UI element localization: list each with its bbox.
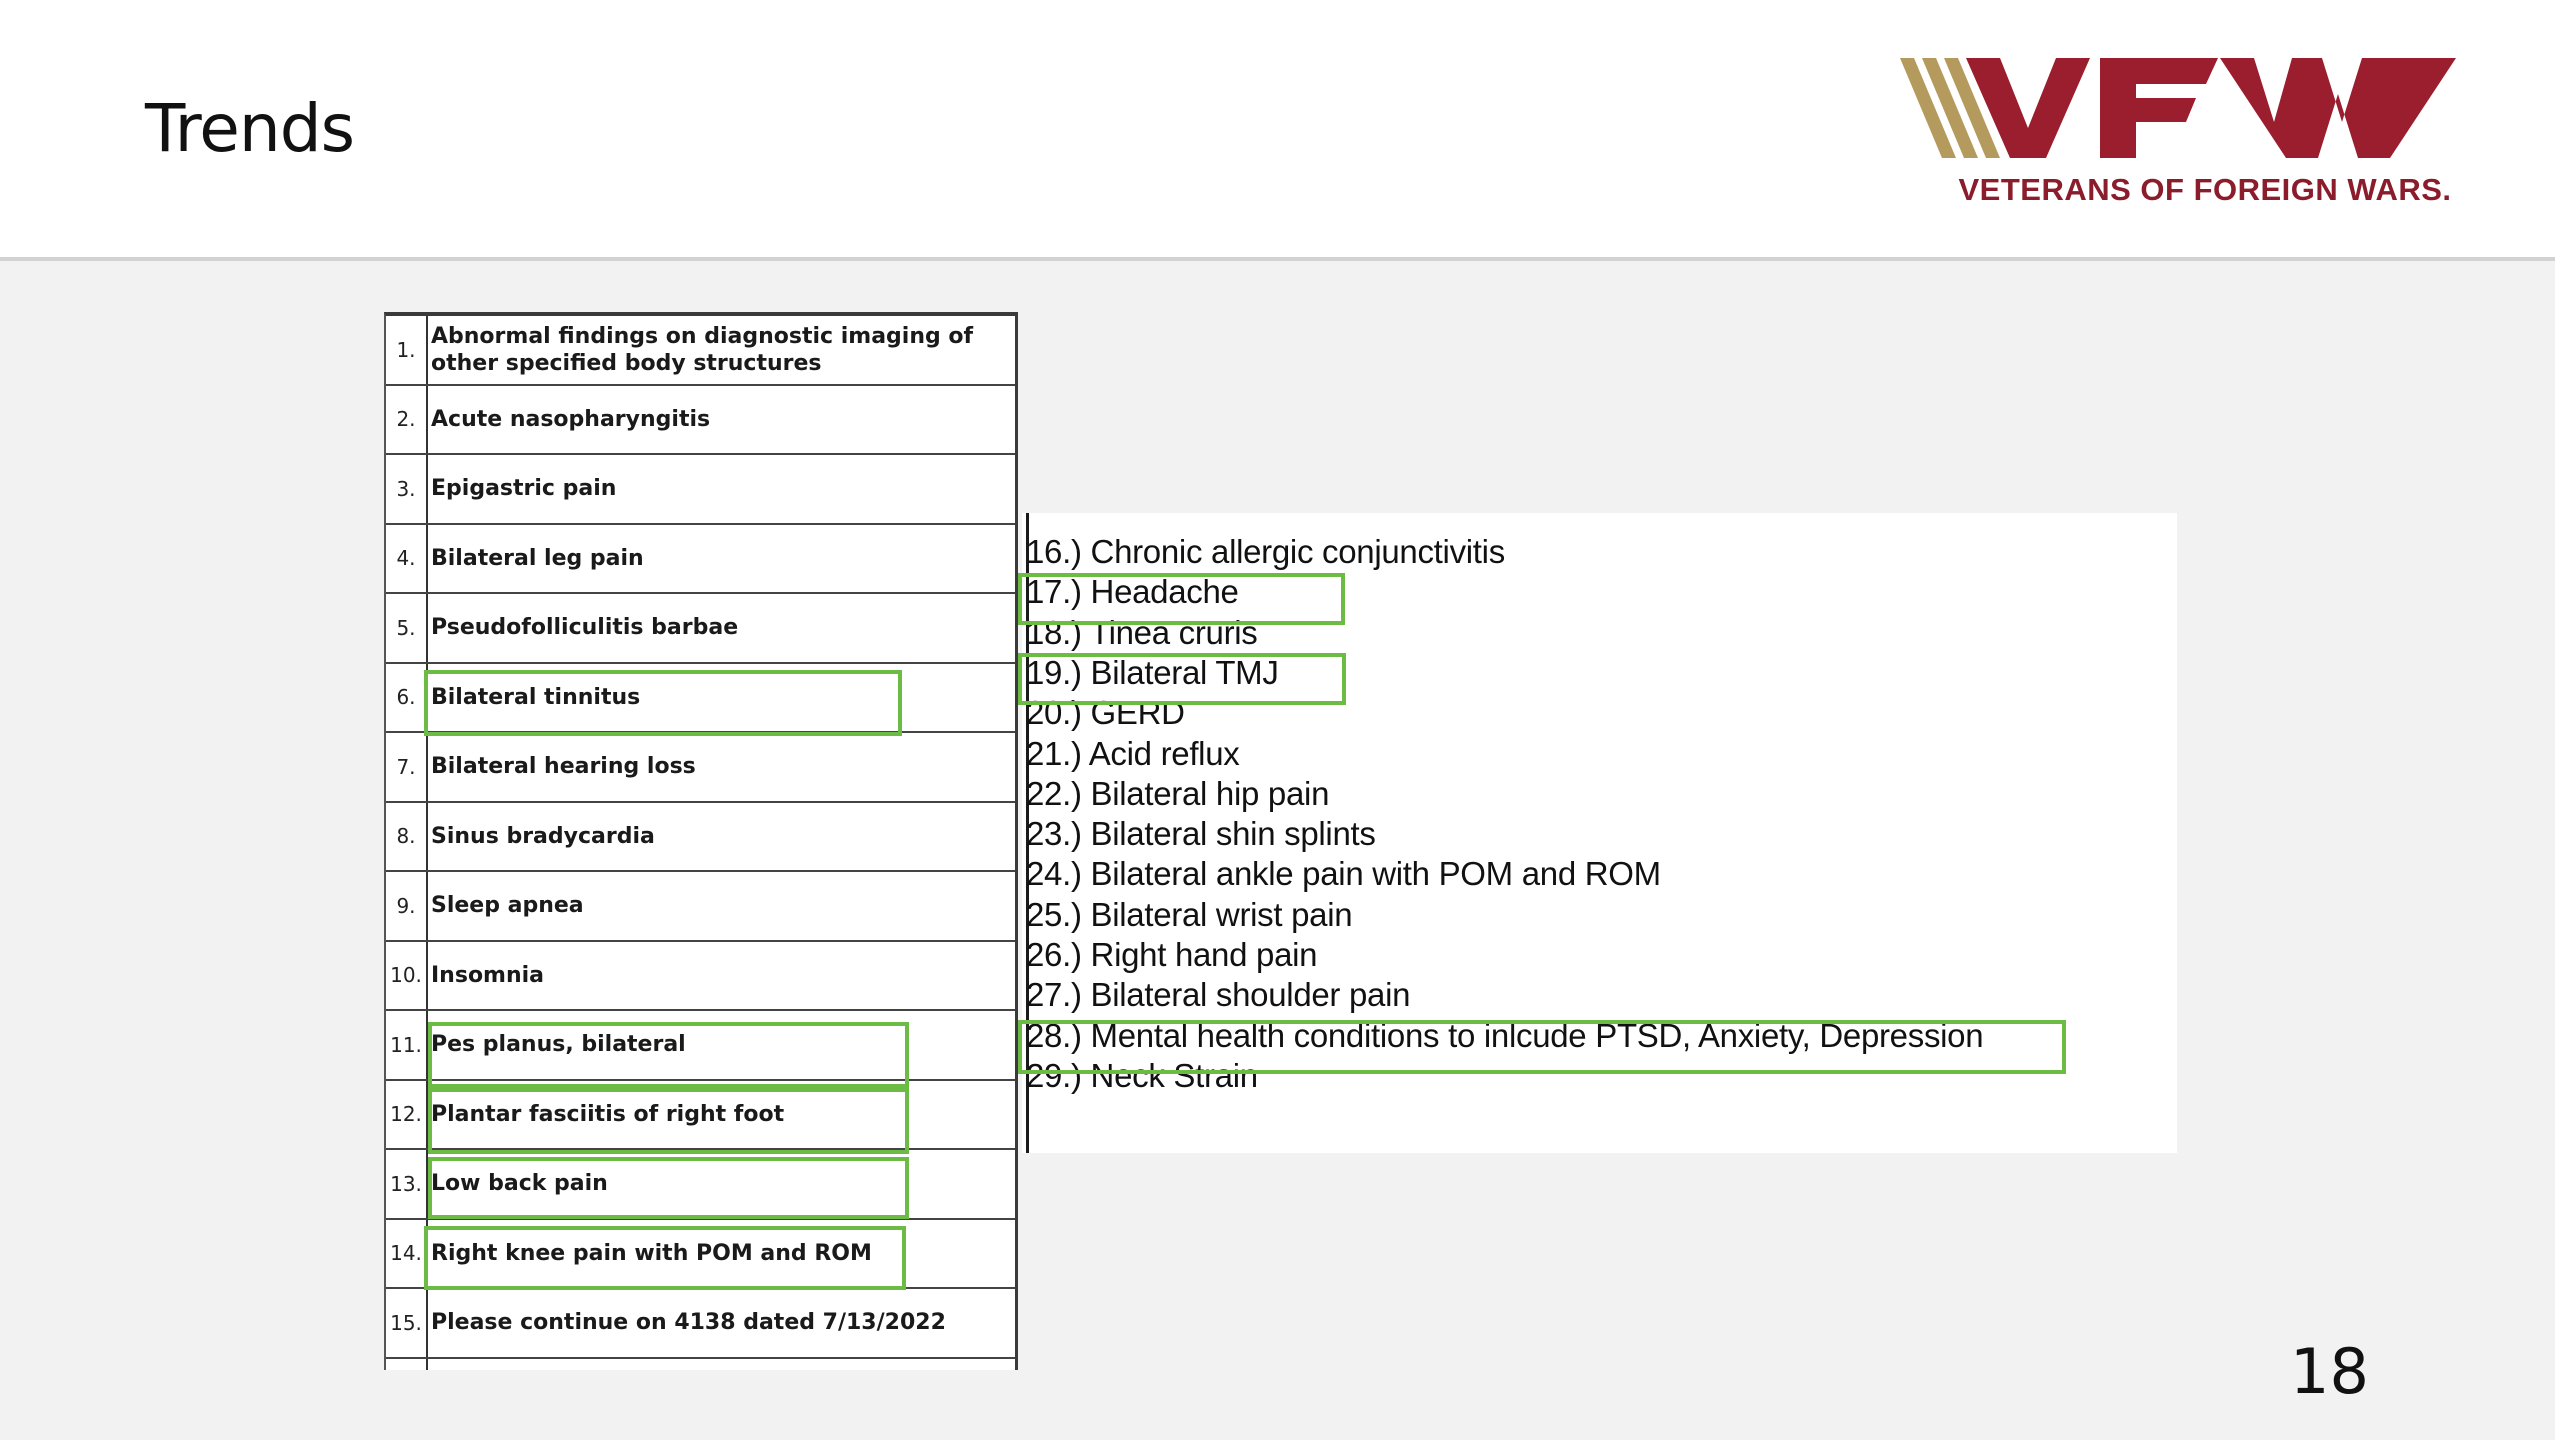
row-text: Epigastric pain	[431, 476, 617, 502]
row-number: 6.	[396, 685, 416, 710]
row-text: Pseudofolliculitis barbae	[431, 615, 739, 641]
row-text: Low back pain	[431, 1171, 608, 1197]
row-text: Acute nasopharyngitis	[431, 406, 711, 432]
table-row	[386, 525, 1015, 595]
highlight-box-row-14	[424, 1226, 906, 1290]
slide-edge	[2555, 0, 2560, 1440]
row-text: Bilateral leg pain	[431, 545, 644, 571]
row-text: Sinus bradycardia	[431, 823, 655, 849]
list-item: 18.) Tinea cruris	[1026, 613, 1258, 651]
list-item: 28.) Mental health conditions to inlcude PTSD, Anxiety, Depression	[1026, 1016, 1984, 1054]
list-item: 22.) Bilateral hip pain	[1026, 774, 1330, 812]
row-text: Please continue on 4138 dated 7/13/2022	[431, 1310, 946, 1336]
row-number: 3.	[396, 476, 416, 501]
table-row	[386, 733, 1015, 803]
row-number: 5.	[396, 615, 416, 640]
list-item: 16.) Chronic allergic conjunctivitis	[1026, 533, 1505, 570]
table-row	[386, 803, 1015, 873]
row-text: Plantar fasciitis of right foot	[431, 1101, 785, 1127]
row-number: 14.	[390, 1241, 422, 1266]
table-row	[386, 386, 1015, 456]
list-item: 25.) Bilateral wrist pain	[1026, 895, 1353, 933]
row-text: Bilateral hearing loss	[431, 754, 696, 780]
list-item: 24.) Bilateral ankle pain with POM and ROM	[1026, 855, 1661, 893]
list-item: 29.) Neck Strain	[1026, 1056, 1258, 1094]
list-item: 19.) Bilateral TMJ	[1026, 653, 1279, 691]
slide-header	[0, 0, 2560, 258]
list-item: 21.) Acid reflux	[1026, 734, 1240, 772]
highlight-box-item-19	[1018, 653, 1346, 705]
list-item: 23.) Bilateral shin splints	[1026, 815, 1376, 853]
vfw-logo-mark	[1900, 54, 2460, 164]
row-text: Bilateral tinnitus	[431, 684, 641, 710]
highlight-box-row-13	[428, 1157, 909, 1219]
row-number: 4.	[396, 546, 416, 571]
highlight-box-row-12	[428, 1088, 909, 1154]
table-row	[386, 455, 1015, 525]
row-number: 12.	[390, 1102, 422, 1127]
highlight-box-row-11	[428, 1022, 909, 1088]
row-number: 7.	[396, 754, 416, 779]
table-row	[386, 316, 1015, 386]
row-number: 15.	[390, 1310, 422, 1335]
row-number: 9.	[396, 893, 416, 918]
page-number: 18	[2290, 1335, 2369, 1408]
row-text: Insomnia	[431, 962, 545, 988]
row-number: 10.	[390, 963, 422, 988]
highlight-box-item-28	[1018, 1020, 2066, 1074]
list-item: 26.) Right hand pain	[1026, 936, 1318, 973]
row-text: Abnormal findings on diagnostic imaging of other specified body structures	[431, 323, 974, 376]
highlight-box-row-6	[424, 670, 902, 736]
list-item: 27.) Bilateral shoulder pain	[1026, 976, 1411, 1014]
table-row	[386, 594, 1015, 664]
row-text: Sleep apnea	[431, 893, 584, 919]
row-number: 2.	[396, 407, 416, 432]
list-item: 20.) GERD	[1026, 694, 1185, 732]
row-number: 13.	[390, 1171, 422, 1196]
logo-tagline: VETERANS OF FOREIGN WARS.	[1958, 172, 2452, 207]
row-text: Pes planus, bilateral	[431, 1032, 686, 1058]
table-row	[386, 872, 1015, 942]
vfw-logo	[1900, 54, 2460, 214]
row-number: 11.	[390, 1032, 422, 1057]
highlight-box-item-17	[1018, 573, 1345, 625]
row-number: 1.	[396, 337, 416, 362]
row-text: Right knee pain with POM and ROM	[431, 1240, 872, 1266]
table-row	[386, 942, 1015, 1012]
table-row	[386, 1289, 1015, 1359]
list-item: 17.) Headache	[1026, 573, 1239, 611]
slide-title: Trends	[145, 90, 355, 167]
row-number: 8.	[396, 824, 416, 849]
